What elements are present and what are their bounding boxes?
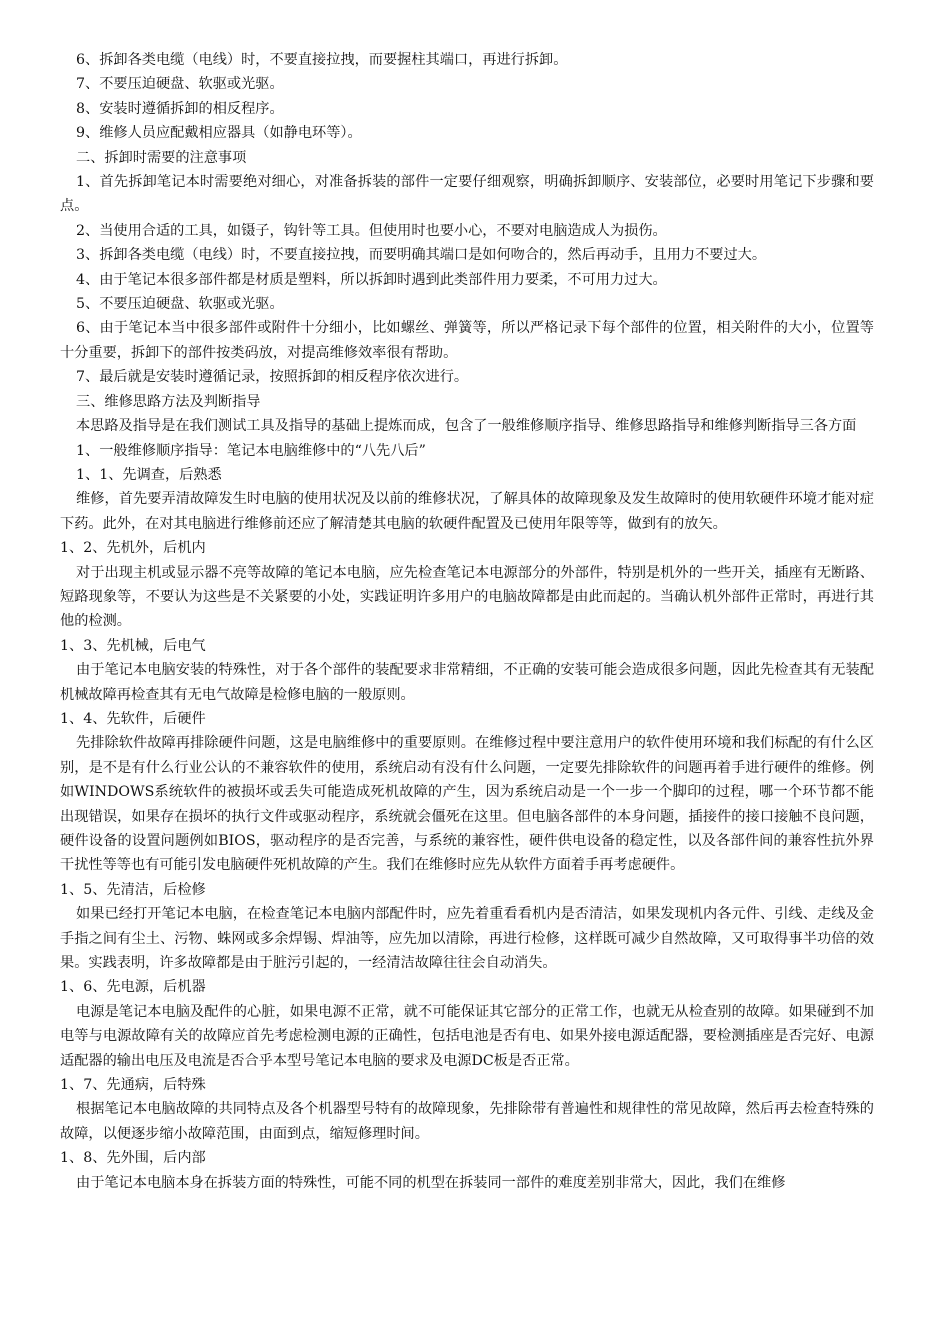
paragraph: 电源是笔记本电脑及配件的心脏，如果电源不正常，就不可能保证其它部分的正常工作，也就无从检查别的故障。如果碰到不加电等与电源故障有关的故障应首先考虑检测电源的正确性，包括电池是否有电、如果外接电源适配器，要检测插座是否完好、电源适配器的输出电压及电流是否合乎本型号笔记本电脑的要求及电源DC板是否正常。 [60,1003,874,1069]
paragraph: 本思路及指导是在我们测试工具及指导的基础上提炼而成，包含了一般维修顺序指导、维修思路指导和维修判断指导三各方面 [76,418,857,435]
subsection-heading: 1、4、先软件，后硬件 [60,710,206,727]
paragraph: 4、由于笔记本很多部件都是材质是塑料，所以拆卸时遇到此类部件用力要柔，不可用力过大。 [76,271,667,288]
paragraph: 对于出现主机或显示器不亮等故障的笔记本电脑，应先检查笔记本电源部分的外部件，特别是机外的一些开关，插座有无断路、短路现象等，不要认为这些是不关紧要的小处，实践证明许多用户的电脑故障都是由此而起的。当确认机外部件正常时，再进行其他的检测。 [60,564,874,630]
paragraph: 根据笔记本电脑故障的共同特点及各个机器型号特有的故障现象，先排除带有普遍性和规律性的常见故障，然后再去检查特殊的故障，以便逐步缩小故障范围，由面到点，缩短修理时间。 [60,1101,874,1142]
subsection-heading: 1、3、先机械，后电气 [60,637,206,654]
subsection-heading: 1、7、先通病，后特殊 [60,1077,206,1094]
paragraph: 3、拆卸各类电缆（电线）时，不要直接拉拽，而要明确其端口是如何吻合的，然后再动手，且用力不要过大。 [76,247,767,264]
paragraph: 2、当使用合适的工具，如镊子，钩针等工具。但使用时也要小心，不要对电脑造成人为损伤。 [76,222,667,239]
paragraph: 6、由于笔记本当中很多部件或附件十分细小，比如螺丝、弹簧等，所以严格记录下每个部件的位置，相关附件的大小，位置等十分重要，拆卸下的部件按类码放，对提高维修效率很有帮助。 [60,320,874,361]
subsection-heading: 1、6、先电源，后机器 [60,979,206,996]
subsection-heading: 1、1、先调查，后熟悉 [76,466,222,483]
paragraph: 由于笔记本电脑本身在拆装方面的特殊性，可能不同的机型在拆装同一部件的难度差别非常大，因此，我们在维修 [76,1174,786,1191]
paragraph: 8、安装时遵循拆卸的相反程序。 [76,100,284,117]
section-heading: 三、维修思路方法及判断指导 [76,393,261,410]
paragraph: 先排除软件故障再排除硬件问题，这是电脑维修中的重要原则。在维修过程中要注意用户的软件使用环境和我们标配的有什么区别，是不是有什么行业公认的不兼容软件的使用，系统启动有没有什么问题，一定要先排除软件的问题再着手进行硬件的维修。例如WINDOWS系统软件的被损坏或丢失可能造成死机故障的产生，因为系统启动是一个一步一个脚印的过程，哪一个环节都不能出现错误，如果存在损坏的执行文件或驱动程序，系统就会僵死在这里。但电脑各部件的本身问题，插接件的接口接触不良问题，硬件设备的设置问题例如BIOS，驱动程序的是否完善，与系统的兼容性，硬件供电设备的稳定性，以及各部件间的兼容性抗外界干扰性等等也有可能引发电脑硬件死机故障的产生。我们在维修时应先从软件方面着手再考虑硬件。 [60,735,874,874]
section-heading: 二、拆卸时需要的注意事项 [76,149,247,166]
paragraph: 7、最后就是安装时遵循记录，按照拆卸的相反程序依次进行。 [76,369,469,386]
paragraph: 由于笔记本电脑安装的特殊性，对于各个部件的装配要求非常精细，不正确的安装可能会造成很多问题，因此先检查其有无装配机械故障再检查其有无电气故障是检修电脑的一般原则。 [60,662,874,703]
paragraph: 9、维修人员应配戴相应器具（如静电环等）。 [76,125,362,142]
subsection-heading: 1、8、先外围，后内部 [60,1150,206,1167]
paragraph: 维修，首先要弄清故障发生时电脑的使用状况及以前的维修状况，了解具体的故障现象及发生故障时的使用软硬件环境才能对症下药。此外，在对其电脑进行维修前还应了解清楚其电脑的软硬件配置及已使用年限等等，做到有的放矢。 [60,491,874,532]
paragraph: 1、首先拆卸笔记本时需要绝对细心，对准备拆装的部件一定要仔细观察，明确拆卸顺序、安装部位，必要时用笔记下步骤和要点。 [60,174,874,215]
subsection-heading: 1、一般维修顺序指导：笔记本电脑维修中的“八先八后” [76,442,426,459]
subsection-heading: 1、5、先清洁，后检修 [60,881,206,898]
paragraph: 如果已经打开笔记本电脑，在检查笔记本电脑内部配件时，应先着重看看机内是否清洁，如果发现机内各元件、引线、走线及金手指之间有尘土、污物、蛛网或多余焊锡、焊油等，应先加以清除，再进行检修，这样既可减少自然故障，又可取得事半功倍的效果。实践表明，许多故障都是由于脏污引起的，一经清洁故障往往会自动消失。 [60,906,874,972]
paragraph: 7、不要压迫硬盘、软驱或光驱。 [76,76,284,93]
paragraph: 6、拆卸各类电缆（电线）时，不要直接拉拽，而要握柱其端口，再进行拆卸。 [76,52,568,68]
paragraph: 5、不要压迫硬盘、软驱或光驱。 [76,296,284,313]
subsection-heading: 1、2、先机外，后机内 [60,540,206,557]
